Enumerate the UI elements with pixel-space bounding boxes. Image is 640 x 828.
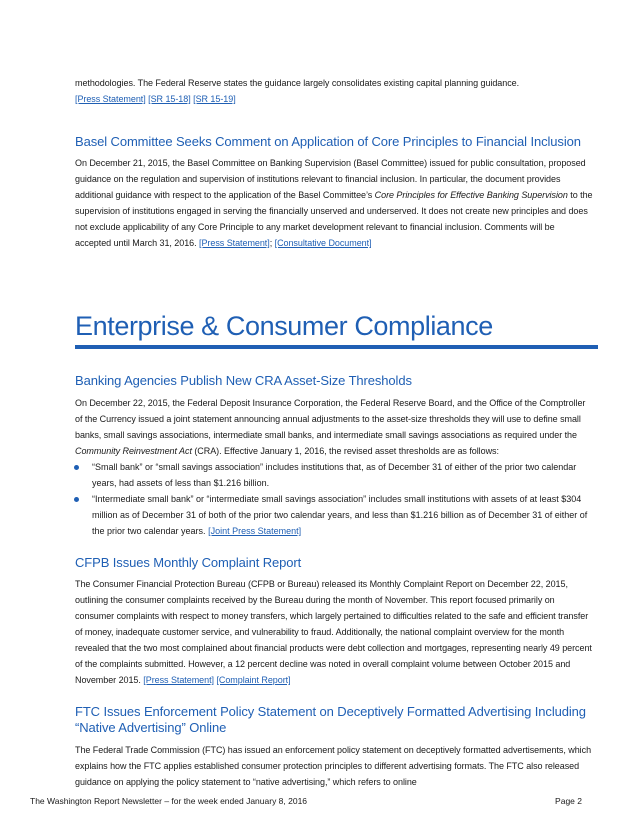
cra-text-1: On December 22, 2015, the Federal Deposit Insurance Corporation, the Federal Reserve Board, and the Office of the Comptroller of the Currency issued a joint statement announcing annual adjustments to the asset-size thresholds they will use to define small banks, small savings associations, intermediate small banks, and intermediate small savings associations as required under the — [75, 398, 586, 440]
basel-press-statement-link[interactable]: [Press Statement] — [199, 238, 270, 248]
basel-text-2: to the supervision of institutions engaged in serving the financially unserved and underserved. It does not create new principles and does not exclude applicability of any Core Principle to any market development relevant to financial inclusion. Comments will be accepted until March 31, 2016. — [75, 190, 593, 248]
cra-bullet-list — [75, 459, 593, 539]
cra-italic-title: Community Reinvestment Act — [75, 446, 192, 456]
section-title: Enterprise & Consumer Compliance — [75, 311, 493, 341]
sr-15-18-link[interactable]: [SR 15-18] — [148, 94, 191, 104]
cfpb-heading: CFPB Issues Monthly Complaint Report — [75, 555, 302, 570]
cra-heading: Banking Agencies Publish New CRA Asset-Size Thresholds — [75, 373, 412, 388]
basel-heading: Basel Committee Seeks Comment on Application of Core Principles to Financial Inclusion — [75, 134, 581, 149]
joint-press-statement-link[interactable]: [Joint Press Statement] — [208, 526, 302, 536]
bullet-icon — [74, 465, 79, 470]
section-divider — [75, 345, 598, 349]
cra-text-2: (CRA). Effective January 1, 2016, the revised asset thresholds are as follows: — [191, 446, 499, 456]
sr-15-19-link[interactable]: [SR 15-19] — [193, 94, 236, 104]
complaint-report-link[interactable]: [Complaint Report] — [216, 675, 291, 685]
basel-paragraph: On December 21, 2015, the Basel Committee on Banking Supervision (Basel Committee) issued for public consultation, proposed guidance on the regulation and supervision of institutions relevant to financial inclusion. In particular, the document provides additional guidance with respect to the application of the Basel Committee’s Core Principles for Effective Banking Supervision to the supervision of institutions engaged in serving the financially unserved and underserved. It does not create new principles and does not exclude applicability of any Core Principle to any market development relevant to financial inclusion. Comments will be accepted until March 31, 2016. [Press Statement]; [Consultative Document] — [75, 158, 593, 248]
footer-title: The Washington Report Newsletter – for the week ended January 8, 2016 — [30, 796, 308, 806]
intro-text: methodologies. The Federal Reserve states the guidance largely consolidates existing capital planning guidance. — [75, 78, 520, 88]
cra-bullet-1: “Small bank” or “small savings association” includes institutions that, as of December 31 of either of the prior two calendar years, had assets of less than $1.216 billion. — [92, 462, 577, 488]
section-header — [75, 311, 593, 349]
basel-text-1: On December 21, 2015, the Basel Committee on Banking Supervision (Basel Committee) issued for public consultation, proposed guidance on the regulation and supervision of institutions relevant to financial inclusion. In particular, the document provides additional guidance with respect to the application of the Basel Committee’s — [75, 158, 586, 200]
list-item — [75, 459, 593, 491]
cfpb-paragraph — [75, 576, 593, 688]
cra-paragraph — [75, 395, 593, 459]
bullet-icon — [74, 497, 79, 502]
document-page — [75, 75, 593, 790]
intro-paragraph — [75, 75, 593, 107]
press-statement-link[interactable]: [Press Statement] — [75, 94, 146, 104]
cfpb-text: The Consumer Financial Protection Bureau (CFPB or Bureau) released its Monthly Complaint Report on December 22, 2015, outlining the consumer complaints received by the Bureau during the month of November. This report focused primarily on consumer complaints with respect to money transfers, which largely pertained to difficulties related to the safe and efficient transfer of money, inadequate customer service, and vulnerability to fraud. Additionally, the national complaint overview for the month revealed that the two most complained about financial products were debt collection and mortgages, representing nearly 49 percent of the complaints submitted. However, a 12 percent decline was noted in overall complaint volume between October 2015 and November 2015. — [75, 579, 592, 685]
cfpb-press-statement-link[interactable]: [Press Statement] — [143, 675, 214, 685]
page-number: Page 2 — [555, 796, 582, 806]
ftc-paragraph: The Federal Trade Commission (FTC) has issued an enforcement policy statement on deceptively formatted advertisements, which explains how the FTC applies established consumer protection principles to different advertising formats. The FTC also released guidance on applying the policy statement to “native advertising,” which refers to online — [75, 745, 592, 787]
basel-italic-title: Core Principles for Effective Banking Supervision — [374, 190, 568, 200]
cra-bullet-2: “Intermediate small bank” or “intermediate small savings association” includes small institutions with assets of at least $304 million as of December 31 of both of the prior two calendar years, and less than $1.216 billion as of December 31 of either of the prior two calendar years. — [92, 494, 588, 536]
list-item — [75, 491, 593, 539]
consultative-document-link[interactable]: [Consultative Document] — [274, 238, 372, 248]
ftc-heading: FTC Issues Enforcement Policy Statement on Deceptively Formatted Advertising Including “Native Advertising” Online — [75, 704, 586, 735]
